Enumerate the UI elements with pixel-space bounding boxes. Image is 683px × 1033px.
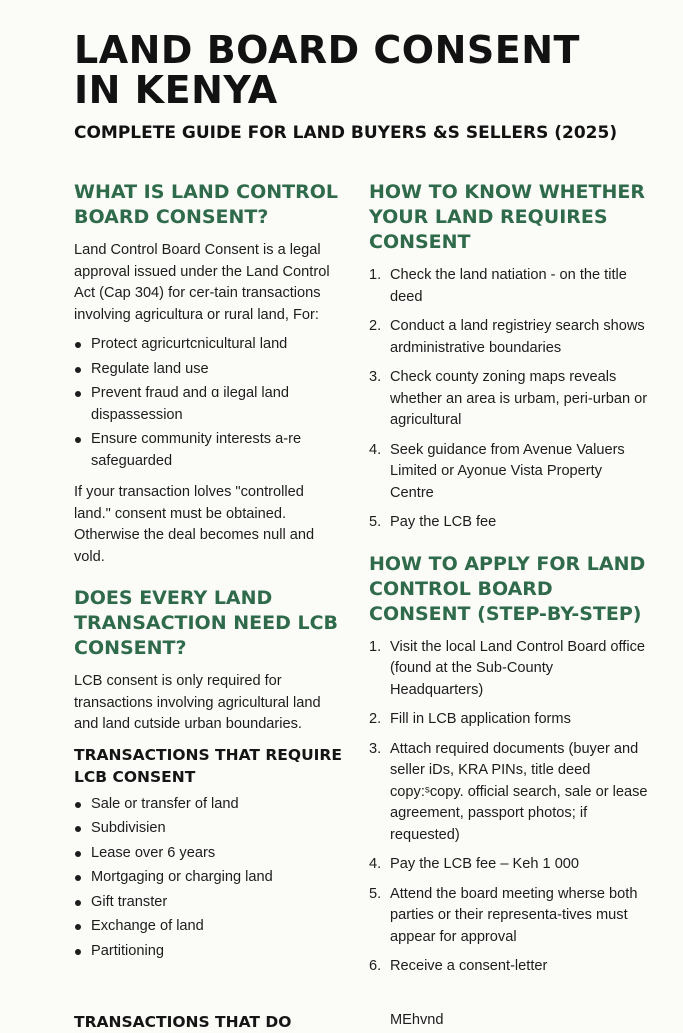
intro-paragraph: Land Control Board Consent is a legal approval issued under the Land Control Act (Cap 304) for cer-tain transactions involving agricultura or rural land, For: [74,242,330,323]
list-item: Regulate land use [74,359,344,381]
list-item: Subdivisien [74,818,344,840]
step-item: 2. Fill in LCB application forms [369,711,571,727]
require-list [74,794,344,963]
know-steps [369,265,649,534]
list-item: Partitioning [74,941,344,963]
section-what-is-lcb [74,180,344,568]
purpose-list [74,334,344,472]
step-item: 2. Conduct a land registriey search shows ardministrative boundaries [369,318,645,356]
step-item: 4. Seek guidance from Avenue Valuers Limited or Ayonue Vista Property Centre [369,441,625,501]
step-item: 4. Pay the LCB fee – Keh 1 000 [369,856,580,872]
subsection-heading: TRANSACTIONS THAT REQUIRE LCB CONSENT [74,745,342,786]
step-item: 5. Attend the board meeting wherse both parties or their representa-tives must appear for approval [369,885,638,945]
note-paragraph: If your transaction lolves "controlled land." consent must be obtained. Otherwise the deal becomes null and vold. [74,484,315,565]
page-title [74,30,634,110]
section-every-transaction [74,586,344,962]
step-item: 5. Pay the LCB fee [369,514,497,530]
list-item: Protect agricurtcnicultural land [74,334,344,356]
list-item: Gift transter [74,892,344,914]
list-item: Mortgaging or charging land [74,867,344,889]
list-item: Exchange of land [74,916,344,938]
title-line-2: IN KENYA [74,68,278,112]
title-line-1: LAND BOARD CONSENT [74,28,580,72]
step-item: 3. Check county zoning maps reveals whether an area is urbam, peri-urban or agricultural [369,369,648,428]
section-how-to-apply [369,552,649,978]
step-item: 3. Attach required documents (buyer and seller iDs, KRA PINs, title deed copy:ˢcopy. official search, sale or lease agreement, passport photos; if requested) [369,740,648,843]
list-item: Prevent fraud and ɑ ilegal land dispassession [74,383,344,426]
list-item: Sale or transfer of land [74,794,344,816]
cutoff-heading: TRANSACTIONS THAT DO [74,1013,292,1031]
right-column [369,180,649,986]
step-item: 1. Check the land natiation - on the title deed [369,267,627,305]
section-how-to-know [369,180,649,534]
list-item: Lease over 6 years [74,843,344,865]
section-heading: WHAT IS LAND CONTROL BOARD CONSENT? [74,181,338,228]
section-heading: DOES EVERY LAND TRANSACTION NEED LCB CONSENT? [74,587,339,659]
left-column [74,180,344,972]
page-subtitle: COMPLETE GUIDE FOR LAND BUYERS &S SELLERS (2025) [74,123,618,143]
section-heading: HOW TO APPLY FOR LAND CONTROL BOARD CONSENT (STEP-BY-STEP) [369,552,646,625]
apply-steps [369,637,649,978]
cutoff-text: MEhvnd [390,1012,444,1028]
step-item: 6. Receive a consent-letter [369,958,548,974]
intro-paragraph: LCB consent is only required for transactions involving agricultural land and land cutside urban boundaries. [74,673,321,732]
step-item: 1. Visit the local Land Control Board office (found at the Sub-County Headquarters) [369,638,646,698]
section-heading: HOW TO KNOW WHETHER YOUR LAND REQUIRES CONSENT [369,181,646,253]
list-item: Ensure community interests a-re safeguarded [74,429,344,472]
